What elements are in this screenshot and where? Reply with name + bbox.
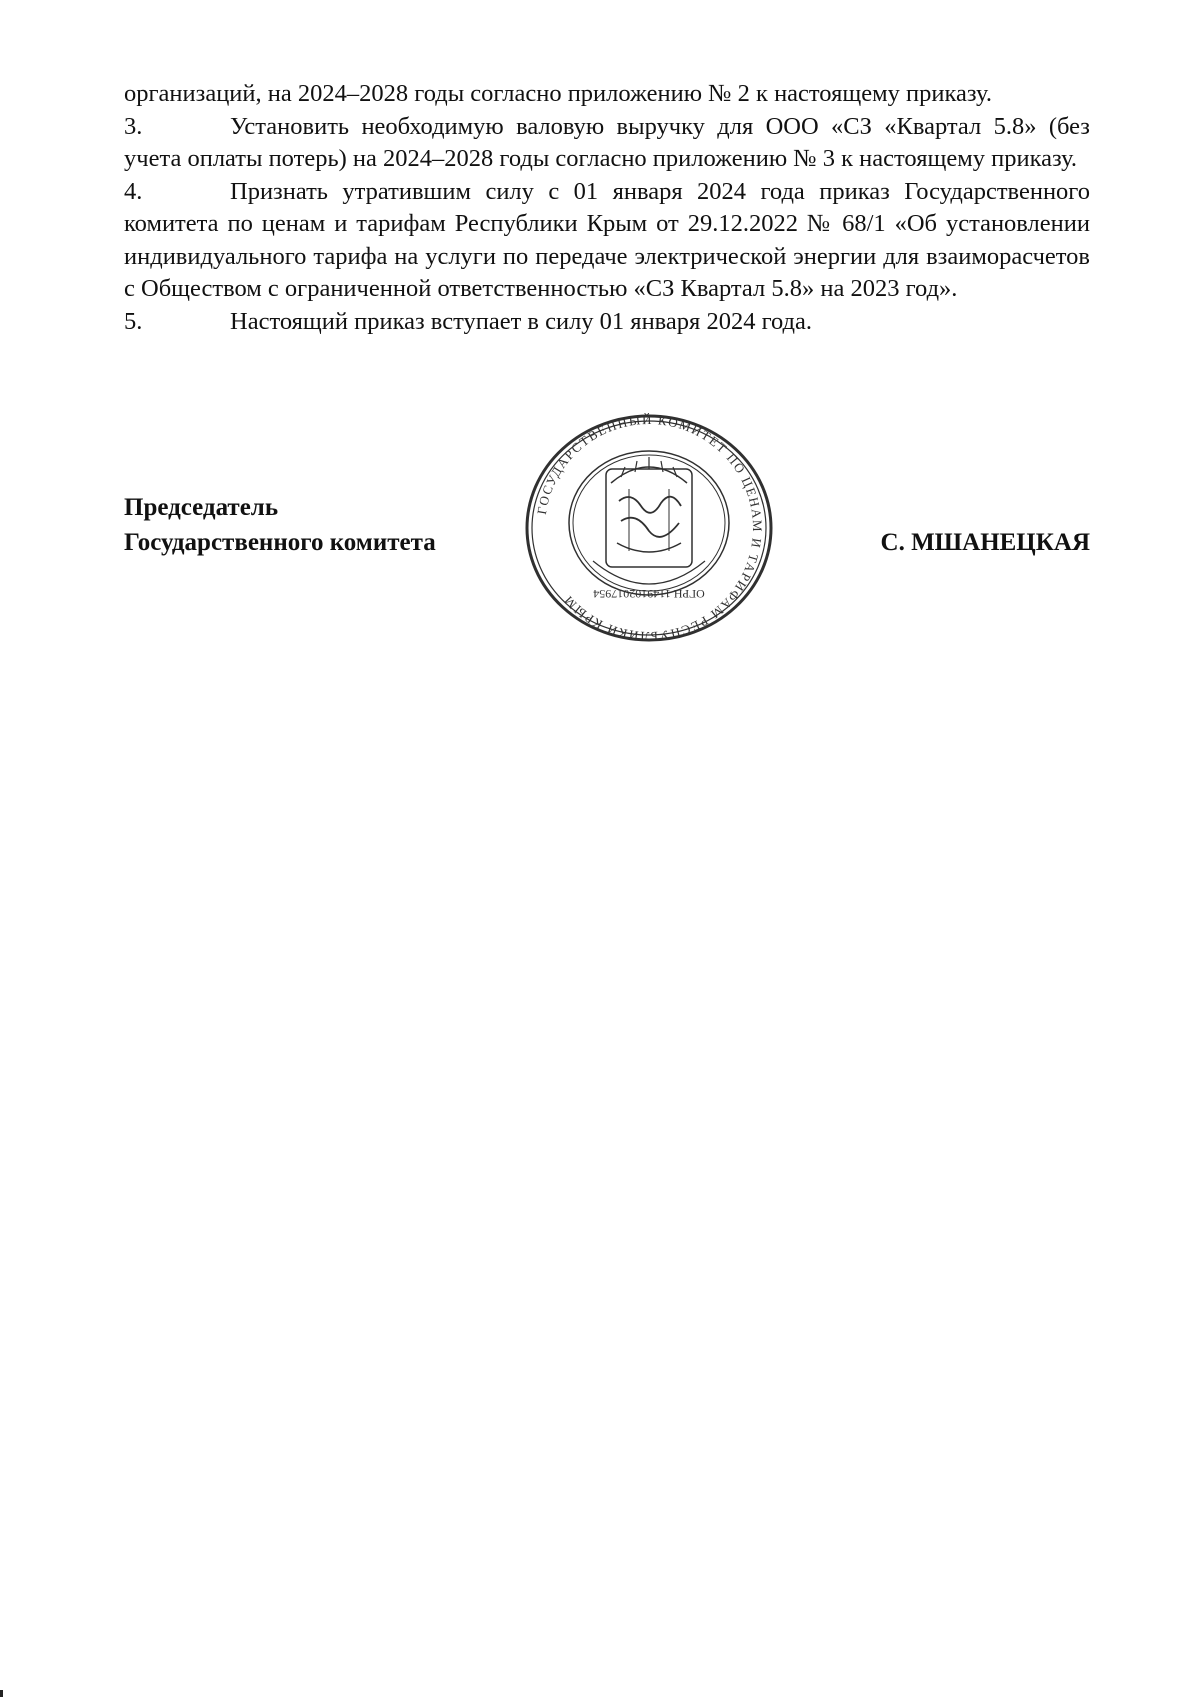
paragraph-text: организаций, на 2024–2028 годы согласно приложению № 2 к настоящему приказу. (124, 80, 992, 107)
signatory-title-line-2: Государственного комитета (124, 529, 436, 556)
paragraph-3 (124, 111, 1090, 176)
seal-ogrn: ОГРН 1149102017954 (593, 587, 705, 601)
order-body (124, 78, 1090, 338)
paragraph-text: Установить необходимую валовую выручку для ООО «СЗ «Квартал 5.8» (без учета оплаты потерь) на 2024–2028 годы согласно приложению № 3 к настоящему приказу. (124, 112, 1090, 172)
paragraph-number: 3. (124, 112, 143, 140)
paragraph-text: Признать утратившим силу с 01 января 2024 года приказ Государственного комитета по ценам и тарифам Республики Крым от 29.12.2022 № 68/1 «Об установлении индивидуального тарифа на услуги по передаче электрической энергии для взаиморасчетов с Обществом с ограниченной ответственностью «СЗ Квартал 5.8» на 2023 год». (124, 177, 1090, 302)
paragraph-text: Настоящий приказ вступает в силу 01 января 2024 года. (230, 307, 813, 335)
seal-ring-text: ГОСУДАРСТВЕННЫЙ КОМИТЕТ ПО ЦЕНАМ И ТАРИФАМ РЕСПУБЛИКИ КРЫМ (533, 411, 766, 645)
paragraph-5 (124, 306, 1090, 339)
paragraph-number: 4. (124, 177, 143, 205)
paragraph-4 (124, 176, 1090, 306)
signatory-name: С. МШАНЕЦКАЯ (880, 529, 1090, 556)
official-seal-icon (521, 411, 777, 645)
scan-edge-mark (0, 1690, 3, 1697)
paragraph-number: 5. (124, 307, 143, 335)
signatory-title-line-1: Председатель (124, 494, 279, 521)
paragraph-continuation (124, 78, 1090, 111)
